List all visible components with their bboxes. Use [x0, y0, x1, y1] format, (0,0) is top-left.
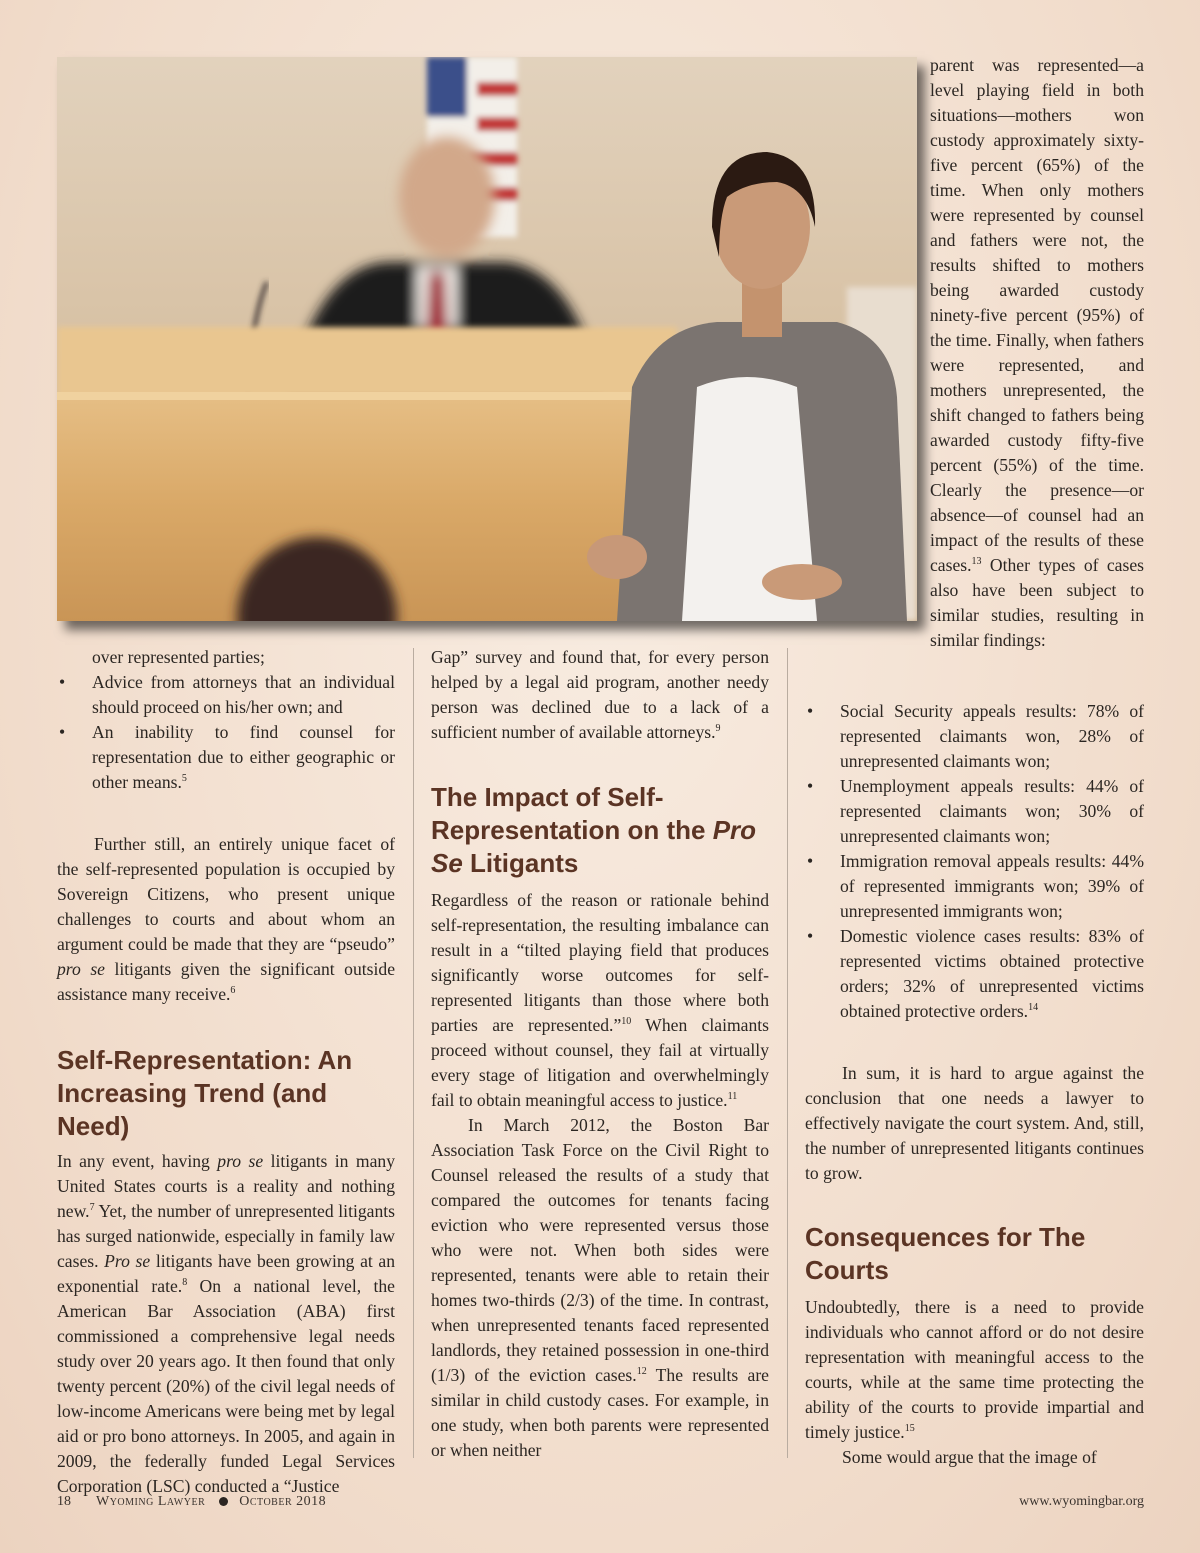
footer-left — [57, 1494, 326, 1510]
bullet-list — [57, 670, 395, 795]
issue-date: October 2018 — [239, 1494, 327, 1509]
page-number: 18 — [57, 1494, 71, 1509]
section-heading: The Impact of Self-Representation on the Pro Se Litigants — [431, 782, 757, 878]
paragraph: Regardless of the reason or rationale behind self-representation, the resulting imbalance can result in a “tilted playing field that produces significantly worse outcomes for self-represented litigants than those where both parties are represented.”$^{10}$ When claimants proceed without counsel, they fail at virtually every stage of litigation and overwhelmingly fail to obtain meaningful access to justice.$^{11}$ — [431, 890, 769, 1110]
column-1 — [57, 645, 395, 1499]
paragraph: Further still, an entirely unique facet of the self-represented population is occupied by Sovereign Citizens, who present unique challenges to courts and about whom an argument could be made that they are “pseudo” pro se litigants given the significant outside assistance many receive.$^6$ — [57, 834, 396, 1004]
column-2 — [431, 645, 769, 1463]
list-item: • Domestic violence cases results: 83% of represented victims obtained protective orders; 32% of unrepresented victims obtained protective orders.$^{14}$ — [805, 924, 1144, 1024]
publication-name: Wyoming Lawyer — [96, 1494, 206, 1509]
column-3 — [805, 699, 1144, 1470]
paragraph: Gap” survey and found that, for every person helped by a legal aid program, another needy person was declined due to a lack of a sufficient number of available attorneys.$^9$ — [431, 647, 769, 742]
paragraph: parent was represented—a level playing field in both situations—mothers won custody approximately sixty-five percent (65%) of the time. When only mothers were represented by counsel and fathers were not, the results shifted to mothers being awarded custody ninety-five percent (95%) of the time. Finally, when fathers were represented, and mothers unrepresented, the shift changed to fathers being awarded custody fifty-five percent (55%) of the time. Clearly the presence—or absence—of counsel had an impact of the results of these cases.$^{13}$ Other types of cases also have been subject to similar studies, resulting in similar findings: — [930, 55, 1144, 650]
bullet-list — [805, 699, 1144, 1024]
footer-url[interactable]: www.wyomingbar.org — [1019, 1494, 1144, 1509]
paragraph: In March 2012, the Boston Bar Association Task Force on the Civil Right to Counsel released the results of a study that compared the outcomes for tenants facing eviction who were represented versus those who were not. When both sides were represented, tenants were able to retain their homes two-thirds (2/3) of the time. In contrast, when unrepresented tenants faced represented landlords, they retained possession in one-third (1/3) of the eviction cases.$^{12}$ The results are similar in child custody cases. For example, in one study, when both parents were represented or when neither — [431, 1115, 769, 1460]
paragraph: Some would argue that the image of — [842, 1447, 1097, 1467]
paragraph: In sum, it is hard to argue against the conclusion that one needs a lawyer to effectively navigate the court system. And, still, the number of unrepresented litigants continues to grow. — [805, 1063, 1144, 1183]
list-continuation: over represented parties; — [92, 647, 265, 667]
list-item: • Unemployment appeals results: 44% of represented claimants won; 30% of unrepresented claimants won; — [805, 774, 1144, 849]
list-item: • Social Security appeals results: 78% of represented claimants won, 28% of unrepresented claimants won; — [805, 699, 1144, 774]
column-divider — [413, 648, 414, 1458]
bullet-dot-icon — [219, 1497, 228, 1506]
list-item: • An inability to find counsel for representation due to either geographic or other means.$^5$ — [57, 720, 395, 795]
section-heading: Self-Representation: An Increasing Trend (and Need) — [57, 1045, 353, 1141]
paragraph: In any event, having pro se litigants in many United States courts is a reality and nothing new.$^7$ Yet, the number of unrepresented litigants has surged nationwide, especially in family law cases. Pro se litigants have been growing at an exponential rate.$^8$ On a national level, the American Bar Association (ABA) first commissioned a comprehensive legal needs study over 20 years ago. It then found that only twenty percent (20%) of the civil legal needs of low-income Americans were being met by legal aid or pro bono attorneys. In 2005, and again in 2009, the federally funded Legal Services Corporation (LSC) conducted a “Justice — [57, 1151, 396, 1496]
list-item: • Advice from attorneys that an individual should proceed on his/her own; and — [57, 670, 395, 720]
courtroom-photo — [57, 57, 917, 621]
column-3-top — [930, 53, 1144, 653]
list-item: • Immigration removal appeals results: 44% of represented immigrants won; 39% of unrepresented immigrants won; — [805, 849, 1144, 924]
column-divider — [787, 648, 788, 1458]
paragraph: Undoubtedly, there is a need to provide individuals who cannot afford or do not desire representation with meaningful access to the courts, while at the same time protecting the ability of the courts to provide impartial and timely justice.$^{15}$ — [805, 1297, 1144, 1442]
section-heading: Consequences for The Courts — [805, 1222, 1086, 1285]
